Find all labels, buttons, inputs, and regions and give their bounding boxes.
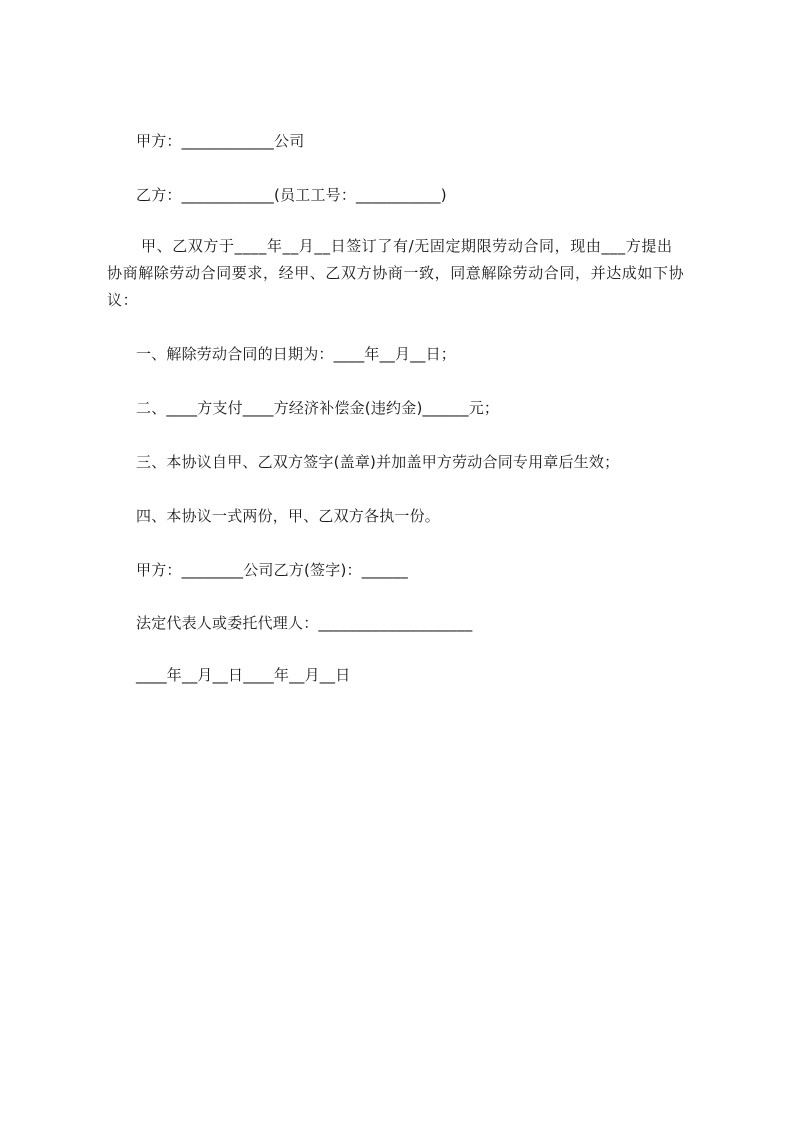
intro-paragraph-line: 协商解除劳动合同要求，经甲、乙双方协商一致，同意解除劳动合同，并达成如下协 xyxy=(107,264,685,282)
clause-3: 三、本协议自甲、乙双方签字(盖章)并加盖甲方劳动合同专用章后生效； xyxy=(136,453,620,471)
signature-line: 甲方：________公司乙方(签字)：______ xyxy=(136,561,408,579)
representative-line: 法定代表人或委托代理人：____________________ xyxy=(136,614,473,632)
intro-paragraph-line: 甲、乙双方于____年__月__日签订了有/无固定期限劳动合同，现由___方提出 xyxy=(141,237,673,255)
intro-paragraph-line: 议： xyxy=(107,291,139,309)
party-b-line: 乙方：____________(员工工号：___________) xyxy=(136,186,447,204)
clause-2: 二、____方支付____方经济补偿金(违约金)______元； xyxy=(136,399,500,417)
clause-1: 一、解除劳动合同的日期为：____年__月__日； xyxy=(136,345,457,363)
intro-paragraph xyxy=(107,233,707,314)
party-a-line: 甲方：____________公司 xyxy=(136,132,305,150)
clause-4: 四、本协议一式两份，甲、乙双方各执一份。 xyxy=(136,507,441,525)
date-line: ____年__月__日____年__月__日 xyxy=(136,666,351,684)
